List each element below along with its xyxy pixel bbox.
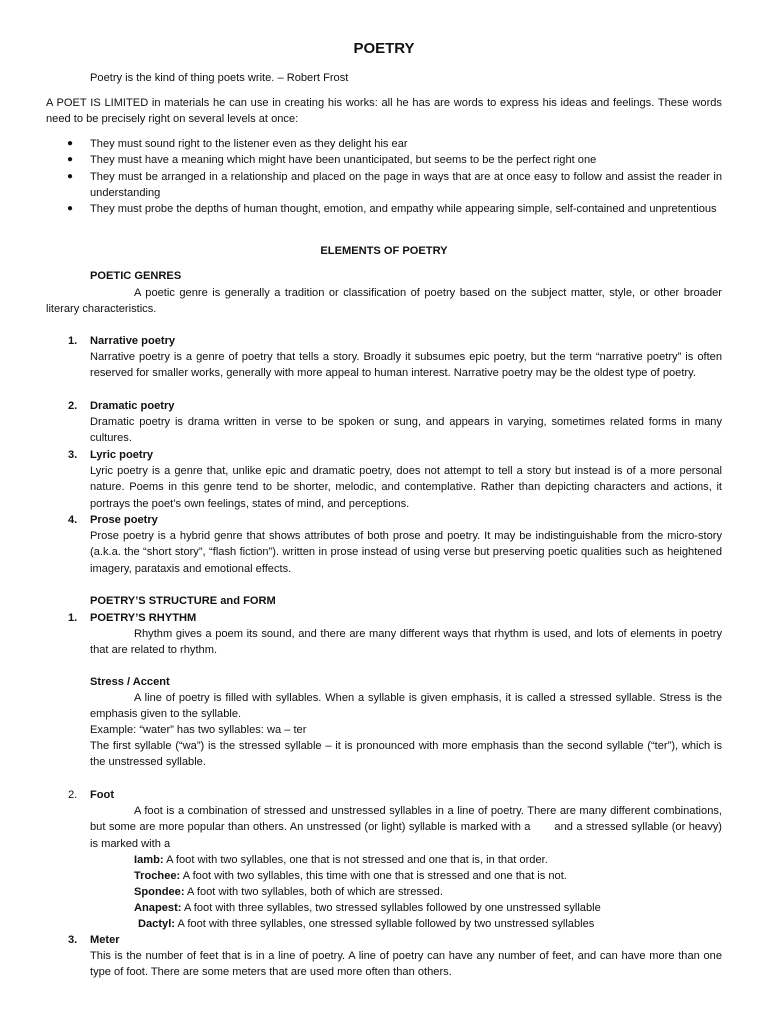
section-heading-structure: POETRY’S STRUCTURE and FORM — [90, 595, 276, 607]
section-heading-genres: POETIC GENRES — [90, 270, 182, 282]
foot-type-dactyl — [138, 916, 594, 932]
genre-title: Lyric poetry — [90, 449, 154, 461]
list-item-text: They must be arranged in a relationship and placed on the page in ways that are at once easy to follow and assist the reader in understanding — [90, 170, 722, 199]
meter-title: Meter — [90, 934, 120, 946]
list-item-text: They must have a meaning which might have been unanticipated, but seems to be the perfect right one — [90, 154, 597, 167]
list-item — [67, 152, 722, 168]
stress-text: A line of poetry is filled with syllables. When a syllable is given emphasis, it is called a stressed syllable. Stress is the emphasis given to the syllable. — [90, 692, 722, 721]
stress-title: Stress / Accent — [90, 676, 170, 688]
foot-type-anapest — [134, 900, 601, 916]
foot-number: 2. — [68, 789, 78, 801]
foot-type-desc: A foot with three syllables, two stressed syllables followed by one unstressed syllable — [181, 902, 601, 914]
foot-type-desc: A foot with two syllables, this time with one that is stressed and one that is not. — [180, 870, 567, 882]
foot-title: Foot — [90, 789, 115, 801]
foot-type-name: Trochee: — [134, 870, 181, 882]
genre-number: 4. — [68, 514, 78, 526]
genre-text: Dramatic poetry is drama written in verse to be spoken or sung, and appears in varying, sometimes related forms in many cultures. — [90, 416, 722, 445]
genre-title: Dramatic poetry — [90, 400, 175, 412]
foot-type-desc: A foot with three syllables, one stressed syllable followed by two unstressed syllables — [175, 918, 595, 930]
foot-type-iamb — [134, 852, 548, 868]
genre-number: 1. — [68, 335, 78, 347]
genre-text: Lyric poetry is a genre that, unlike epic and dramatic poetry, does not attempt to tell a story but instead is of a more personal nature. Poems in this genre tend to be shorter, melodic, and contemplative. Rather than depicting characters and actions, it portrays the poet’s own feelings, states of mind, and perceptions. — [90, 465, 722, 510]
epigraph: Poetry is the kind of thing poets write. – Robert Frost — [90, 72, 349, 84]
rhythm-number: 1. — [68, 612, 78, 624]
foot-text: A foot is a combination of stressed and unstressed syllables in a line of poetry. There are many different combinations, but some are more popular than others. An unstressed (or light) syllable is marked with a and a stressed syllable (or heavy) is marked with a — [90, 805, 722, 850]
page-title: POETRY — [353, 40, 415, 57]
intro-text: in materials he can use in creating his works: all he has are words to express his ideas and feelings. These words need to be precisely right on several levels at once: — [46, 97, 722, 126]
list-item — [67, 201, 722, 217]
list-item — [67, 136, 722, 152]
genre-title: Prose poetry — [90, 514, 158, 526]
meter-number: 3. — [68, 934, 78, 946]
foot-type-name: Spondee: — [134, 886, 185, 898]
genre-text: Prose poetry is a hybrid genre that shows attributes of both prose and poetry. It may be indistinguishable from the micro-story (a.k.a. the “short story”, “flash fiction”). written in prose instead of using verse but preserving poetic qualities such as heightened imagery, parataxis and emotional effects. — [90, 530, 722, 575]
foot-type-desc: A foot with two syllables, both of which are stressed. — [184, 886, 443, 898]
stress-explain: The first syllable (“wa”) is the stressed syllable – it is pronounced with more emphasis than the second syllable (“ter”), which is the unstressed syllable. — [90, 740, 722, 769]
bullet-list — [67, 136, 722, 217]
rhythm-text: Rhythm gives a poem its sound, and there are many different ways that rhythm is used, and lots of elements in poetry that are related to rhythm. — [90, 628, 722, 657]
list-item — [67, 169, 722, 202]
list-item-text: They must probe the depths of human thought, emotion, and empathy while appearing simple, self-contained and unpretentious — [90, 203, 717, 216]
intro-lead: A POET IS LIMITED — [46, 97, 149, 109]
stress-example: Example: “water” has two syllables: wa – ter — [90, 724, 307, 736]
genre-number: 3. — [68, 449, 78, 461]
foot-type-trochee — [134, 868, 567, 884]
genre-text: Narrative poetry is a genre of poetry that tells a story. Broadly it subsumes epic poetry, but the term “narrative poetry” is often reserved for smaller works, generally with more appeal to human interest. Narrative poetry may be the oldest type of poetry. — [90, 351, 722, 380]
foot-type-desc: A foot with two syllables, one that is not stressed and one that is, in that order. — [163, 854, 548, 866]
bullet-icon: ● — [67, 154, 74, 166]
foot-type-spondee — [134, 884, 443, 900]
foot-type-name: Iamb: — [134, 854, 164, 866]
meter-text: This is the number of feet that is in a line of poetry. A line of poetry can have any number of feet, and can have more than one type of foot. There are some meters that are used more often than others. — [90, 950, 722, 979]
section-heading-elements: ELEMENTS OF POETRY — [320, 245, 448, 257]
genres-intro: A poetic genre is generally a tradition or classification of poetry based on the subject matter, style, or other broader literary characteristics. — [46, 287, 722, 316]
rhythm-title: POETRY’S RHYTHM — [90, 612, 197, 624]
foot-type-name: Anapest: — [134, 902, 182, 914]
intro-paragraph — [46, 95, 722, 128]
bullet-icon: ● — [67, 170, 74, 182]
bullet-icon: ● — [67, 138, 74, 149]
genre-number: 2. — [68, 400, 78, 412]
genre-title: Narrative poetry — [90, 335, 176, 347]
foot-type-name: Dactyl: — [138, 918, 175, 930]
list-item-text: They must sound right to the listener even as they delight his ear — [90, 138, 408, 150]
bullet-icon: ● — [67, 203, 74, 215]
